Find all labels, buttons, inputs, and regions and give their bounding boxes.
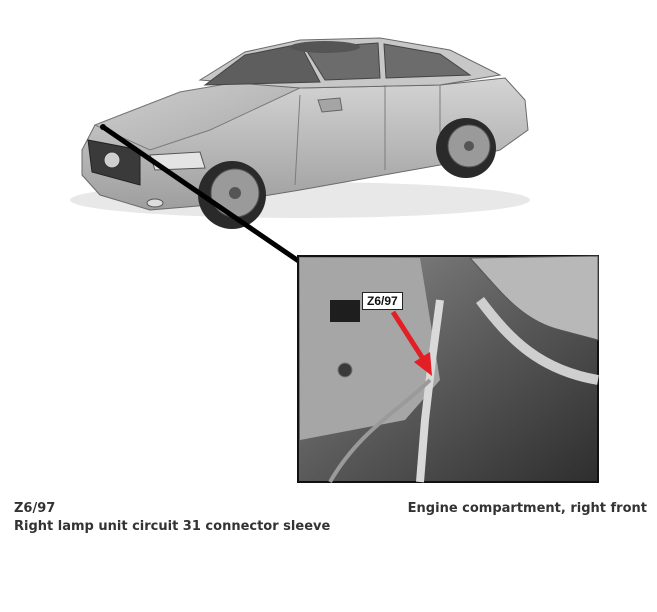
car-sunroof — [290, 41, 360, 53]
callout-label: Z6/97 — [362, 292, 403, 310]
caption-location: Engine compartment, right front — [407, 501, 647, 516]
caption-component-description: Right lamp unit circuit 31 connector sleeve — [14, 519, 331, 534]
detail-photo — [298, 256, 598, 482]
photo-panel-hole — [330, 300, 360, 322]
car-rear-wheel — [436, 118, 496, 178]
car-emblem — [104, 152, 120, 168]
car-illustration — [70, 38, 530, 229]
car-front-wheel — [198, 161, 266, 229]
car-mirror — [318, 98, 342, 112]
caption-component-code: Z6/97 — [14, 501, 56, 516]
caption-component — [14, 500, 330, 536]
car-fog-light — [147, 199, 163, 207]
photo-bolt — [338, 363, 352, 377]
